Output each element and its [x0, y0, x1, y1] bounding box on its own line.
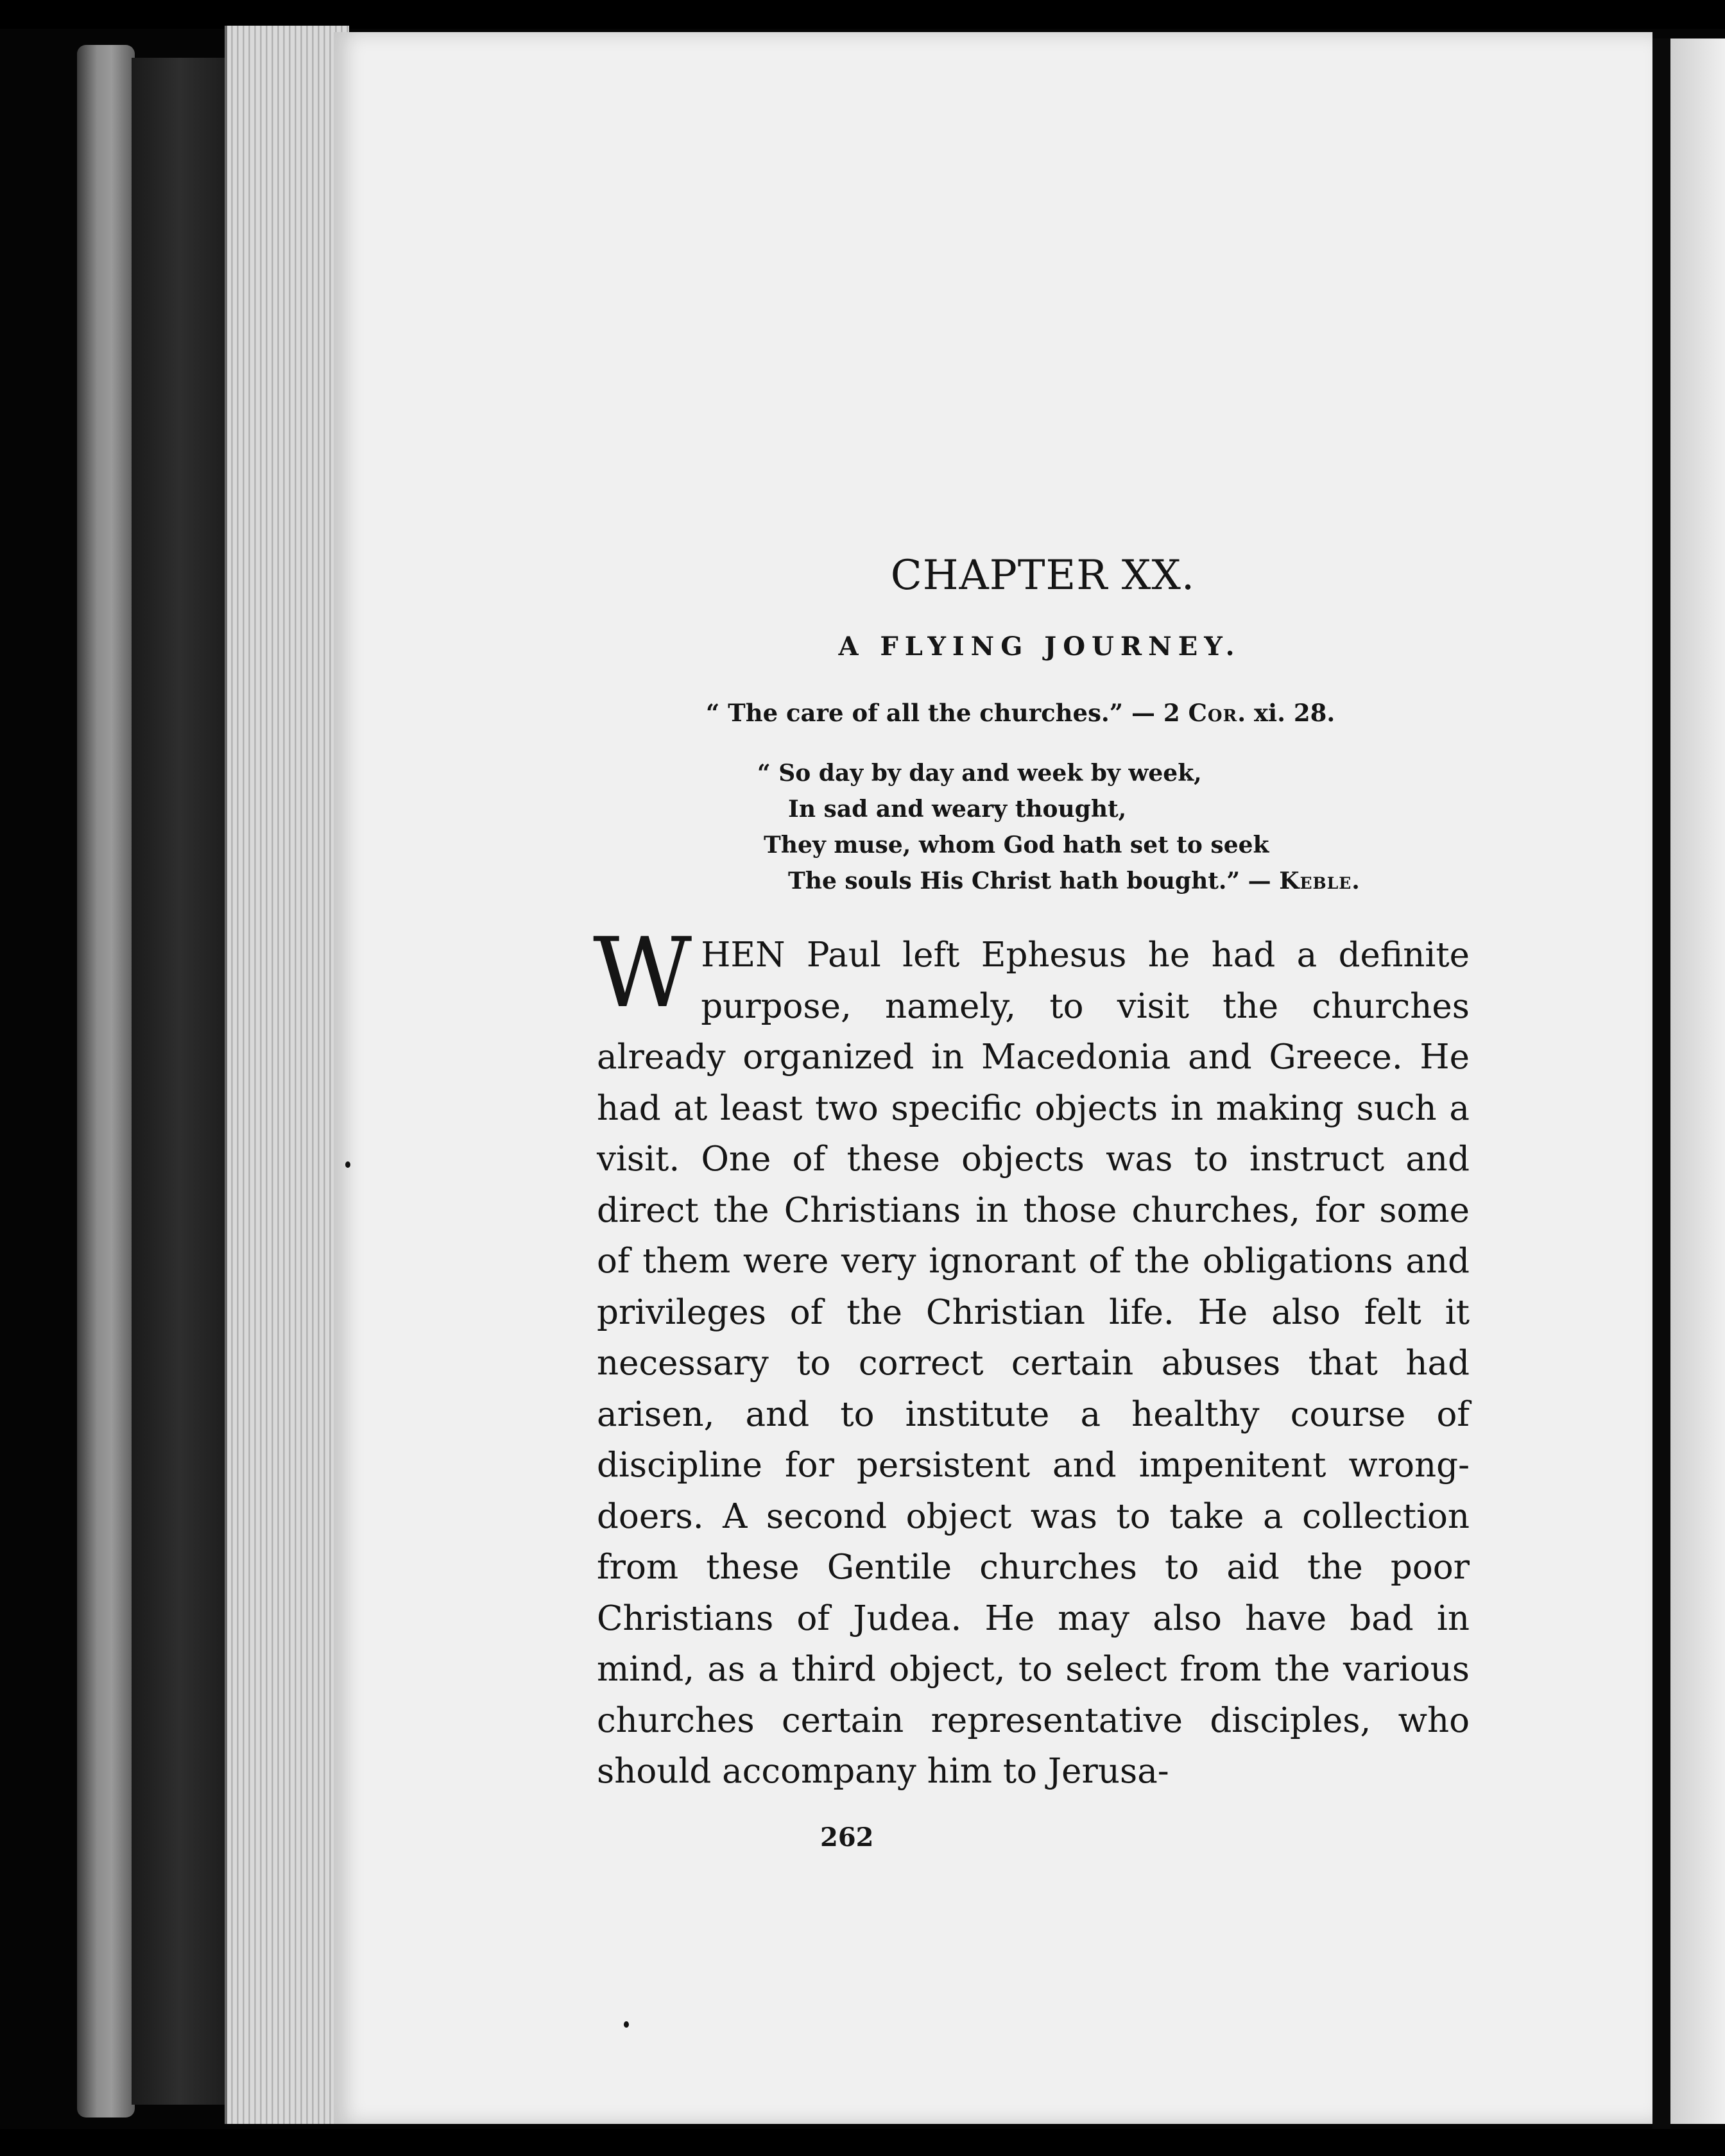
scan-bottom-border — [0, 2129, 1725, 2156]
poem-author: Keble. — [1279, 868, 1360, 894]
ink-speck — [345, 1161, 350, 1168]
ink-speck — [624, 2021, 629, 2028]
poem-line: In sad and weary thought, — [788, 796, 1127, 823]
scripture-reference: . xi. 28. — [1237, 699, 1335, 727]
scripture-book: Cor — [1188, 699, 1238, 727]
poem-line: They muse, whom God hath set to seek — [764, 832, 1269, 859]
poem-line-text: The souls His Christ hath bought.” — — [788, 868, 1280, 894]
chapter-title: CHAPTER XX. — [890, 552, 1196, 599]
poem-line: “ So day by day and week by week, — [757, 760, 1202, 787]
paragraph-text: Paul left Ephesus he had a definite purpose, namely, to visit the churches already organized in Macedonia and Greece. He had at least two specific objects in making such a visit. One of these objects was to instruct and direct the Christians in those churches, for some of them were very ignorant of the obligations and privileges of the Christian life. He also felt it necessary to correct certain abuses that had arisen, and to institute a healthy course of discipline for persistent and impenitent wrong-doers. A second object was to take a collection from these Gentile churches to aid the poor Christians of Judea. He may also have bad in mind, as a third object, to select from the various churches certain representative disciples, who should accompany him to Jerusa- — [597, 936, 1470, 1791]
scan-top-border — [0, 0, 1725, 29]
right-gutter — [1652, 38, 1670, 2130]
page-content — [593, 552, 1470, 1797]
facing-page-sliver — [1670, 38, 1725, 2124]
poem-epigraph — [757, 755, 1470, 899]
poem-line-last — [757, 863, 1470, 899]
page-stack-edges — [225, 26, 349, 2124]
body-paragraph — [593, 918, 1470, 1797]
scripture-epigraph — [706, 699, 1470, 727]
drop-cap: W — [593, 918, 692, 1029]
book-cover-edge — [77, 45, 135, 2118]
first-word-rest: HEN — [701, 936, 785, 975]
chapter-subtitle: A FLYING JOURNEY. — [838, 631, 1241, 662]
scripture-quote: “ The care of all the churches.” — 2 — [706, 699, 1189, 727]
page-number: 262 — [820, 1822, 874, 1852]
book-spine-shadow — [132, 58, 228, 2105]
